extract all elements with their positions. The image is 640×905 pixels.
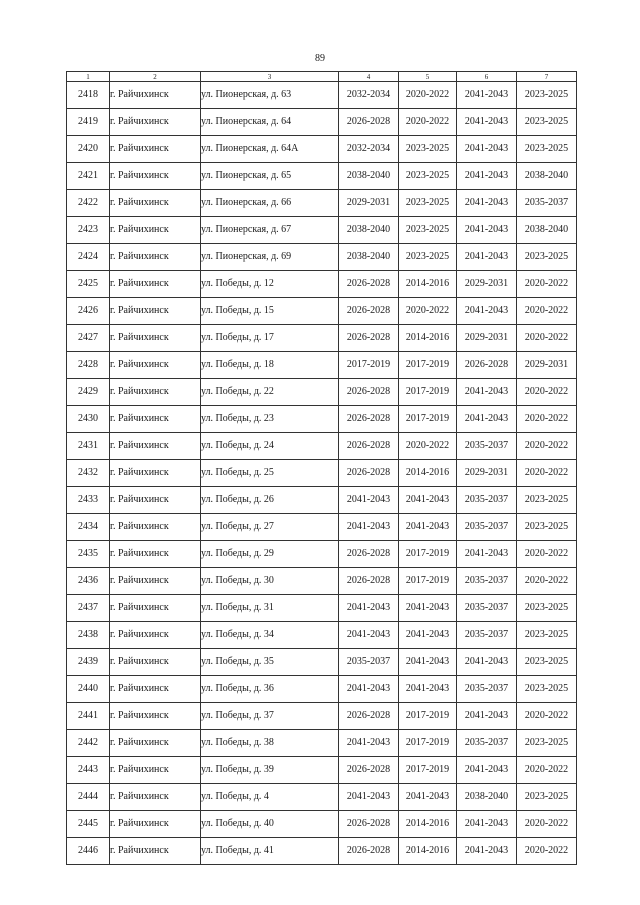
- row-number: 2444: [67, 784, 110, 811]
- address-cell: ул. Победы, д. 39: [201, 757, 339, 784]
- row-number: 2429: [67, 379, 110, 406]
- city-cell: г. Райчихинск: [110, 109, 201, 136]
- period-cell-5: 2014-2016: [399, 460, 457, 487]
- period-cell-6: 2041-2043: [457, 109, 517, 136]
- period-cell-5: 2041-2043: [399, 487, 457, 514]
- city-cell: г. Райчихинск: [110, 757, 201, 784]
- column-number: 2: [110, 72, 201, 82]
- period-cell-7: 2023-2025: [517, 244, 577, 271]
- address-cell: ул. Победы, д. 25: [201, 460, 339, 487]
- table-row: [67, 622, 577, 649]
- row-number: 2422: [67, 190, 110, 217]
- period-cell-4: 2035-2037: [339, 649, 399, 676]
- period-cell-4: 2041-2043: [339, 676, 399, 703]
- city-cell: г. Райчихинск: [110, 352, 201, 379]
- city-cell: г. Райчихинск: [110, 622, 201, 649]
- period-cell-4: 2026-2028: [339, 541, 399, 568]
- period-cell-5: 2023-2025: [399, 244, 457, 271]
- table-row: [67, 838, 577, 865]
- period-cell-5: 2041-2043: [399, 595, 457, 622]
- row-number: 2442: [67, 730, 110, 757]
- period-cell-5: 2014-2016: [399, 838, 457, 865]
- period-cell-4: 2041-2043: [339, 622, 399, 649]
- address-cell: ул. Победы, д. 34: [201, 622, 339, 649]
- table-body: [67, 82, 577, 865]
- row-number: 2432: [67, 460, 110, 487]
- table-row: [67, 784, 577, 811]
- row-number: 2441: [67, 703, 110, 730]
- address-cell: ул. Пионерская, д. 64А: [201, 136, 339, 163]
- table-row: [67, 703, 577, 730]
- period-cell-6: 2029-2031: [457, 325, 517, 352]
- city-cell: г. Райчихинск: [110, 703, 201, 730]
- table-row: [67, 487, 577, 514]
- period-cell-5: 2023-2025: [399, 136, 457, 163]
- city-cell: г. Райчихинск: [110, 541, 201, 568]
- period-cell-7: 2020-2022: [517, 298, 577, 325]
- address-cell: ул. Пионерская, д. 64: [201, 109, 339, 136]
- period-cell-5: 2023-2025: [399, 217, 457, 244]
- table-row: [67, 325, 577, 352]
- period-cell-7: 2023-2025: [517, 676, 577, 703]
- city-cell: г. Райчихинск: [110, 460, 201, 487]
- table-row: [67, 568, 577, 595]
- row-number: 2443: [67, 757, 110, 784]
- table-row: [67, 244, 577, 271]
- period-cell-7: 2038-2040: [517, 217, 577, 244]
- row-number: 2446: [67, 838, 110, 865]
- period-cell-6: 2041-2043: [457, 217, 517, 244]
- period-cell-6: 2041-2043: [457, 244, 517, 271]
- city-cell: г. Райчихинск: [110, 838, 201, 865]
- city-cell: г. Райчихинск: [110, 649, 201, 676]
- row-number: 2445: [67, 811, 110, 838]
- table-row: [67, 541, 577, 568]
- column-number-row: [67, 72, 577, 82]
- address-cell: ул. Победы, д. 18: [201, 352, 339, 379]
- table-row: [67, 757, 577, 784]
- period-cell-4: 2026-2028: [339, 568, 399, 595]
- period-cell-7: 2023-2025: [517, 109, 577, 136]
- table-row: [67, 406, 577, 433]
- address-cell: ул. Победы, д. 31: [201, 595, 339, 622]
- table-row: [67, 433, 577, 460]
- table-row: [67, 217, 577, 244]
- period-cell-5: 2017-2019: [399, 757, 457, 784]
- period-cell-6: 2026-2028: [457, 352, 517, 379]
- city-cell: г. Райчихинск: [110, 406, 201, 433]
- period-cell-6: 2041-2043: [457, 379, 517, 406]
- period-cell-5: 2017-2019: [399, 568, 457, 595]
- period-cell-6: 2041-2043: [457, 703, 517, 730]
- row-number: 2421: [67, 163, 110, 190]
- period-cell-5: 2020-2022: [399, 298, 457, 325]
- address-cell: ул. Пионерская, д. 69: [201, 244, 339, 271]
- city-cell: г. Райчихинск: [110, 244, 201, 271]
- table-row: [67, 730, 577, 757]
- period-cell-5: 2020-2022: [399, 433, 457, 460]
- period-cell-4: 2026-2028: [339, 460, 399, 487]
- address-cell: ул. Победы, д. 23: [201, 406, 339, 433]
- city-cell: г. Райчихинск: [110, 730, 201, 757]
- address-cell: ул. Победы, д. 30: [201, 568, 339, 595]
- period-cell-5: 2041-2043: [399, 514, 457, 541]
- period-cell-5: 2017-2019: [399, 730, 457, 757]
- period-cell-5: 2023-2025: [399, 190, 457, 217]
- row-number: 2420: [67, 136, 110, 163]
- table-row: [67, 649, 577, 676]
- period-cell-4: 2038-2040: [339, 244, 399, 271]
- row-number: 2418: [67, 82, 110, 109]
- period-cell-7: 2020-2022: [517, 379, 577, 406]
- row-number: 2419: [67, 109, 110, 136]
- period-cell-4: 2026-2028: [339, 703, 399, 730]
- period-cell-6: 2029-2031: [457, 460, 517, 487]
- period-cell-4: 2038-2040: [339, 217, 399, 244]
- table-row: [67, 190, 577, 217]
- period-cell-4: 2032-2034: [339, 82, 399, 109]
- period-cell-6: 2041-2043: [457, 757, 517, 784]
- period-cell-7: 2020-2022: [517, 838, 577, 865]
- period-cell-5: 2017-2019: [399, 406, 457, 433]
- period-cell-7: 2023-2025: [517, 622, 577, 649]
- period-cell-6: 2035-2037: [457, 730, 517, 757]
- period-cell-5: 2041-2043: [399, 649, 457, 676]
- row-number: 2438: [67, 622, 110, 649]
- period-cell-6: 2041-2043: [457, 298, 517, 325]
- period-cell-7: 2023-2025: [517, 595, 577, 622]
- period-cell-5: 2017-2019: [399, 379, 457, 406]
- period-cell-7: 2020-2022: [517, 460, 577, 487]
- period-cell-4: 2041-2043: [339, 514, 399, 541]
- period-cell-5: 2017-2019: [399, 352, 457, 379]
- address-cell: ул. Пионерская, д. 65: [201, 163, 339, 190]
- period-cell-4: 2026-2028: [339, 811, 399, 838]
- period-cell-4: 2026-2028: [339, 433, 399, 460]
- address-cell: ул. Победы, д. 27: [201, 514, 339, 541]
- city-cell: г. Райчихинск: [110, 217, 201, 244]
- column-number: 5: [399, 72, 457, 82]
- address-cell: ул. Победы, д. 29: [201, 541, 339, 568]
- period-cell-7: 2020-2022: [517, 325, 577, 352]
- row-number: 2431: [67, 433, 110, 460]
- period-cell-7: 2020-2022: [517, 757, 577, 784]
- period-cell-5: 2014-2016: [399, 271, 457, 298]
- period-cell-7: 2038-2040: [517, 163, 577, 190]
- table-row: [67, 514, 577, 541]
- period-cell-5: 2041-2043: [399, 622, 457, 649]
- period-cell-7: 2029-2031: [517, 352, 577, 379]
- period-cell-7: 2023-2025: [517, 730, 577, 757]
- row-number: 2430: [67, 406, 110, 433]
- period-cell-4: 2026-2028: [339, 298, 399, 325]
- row-number: 2434: [67, 514, 110, 541]
- city-cell: г. Райчихинск: [110, 136, 201, 163]
- city-cell: г. Райчихинск: [110, 784, 201, 811]
- period-cell-4: 2026-2028: [339, 271, 399, 298]
- table-row: [67, 298, 577, 325]
- row-number: 2440: [67, 676, 110, 703]
- period-cell-5: 2020-2022: [399, 109, 457, 136]
- city-cell: г. Райчихинск: [110, 163, 201, 190]
- city-cell: г. Райчихинск: [110, 298, 201, 325]
- period-cell-7: 2023-2025: [517, 514, 577, 541]
- address-cell: ул. Победы, д. 35: [201, 649, 339, 676]
- period-cell-4: 2017-2019: [339, 352, 399, 379]
- column-number: 7: [517, 72, 577, 82]
- address-cell: ул. Победы, д. 15: [201, 298, 339, 325]
- period-cell-5: 2020-2022: [399, 82, 457, 109]
- address-cell: ул. Победы, д. 36: [201, 676, 339, 703]
- housing-schedule-table: [66, 71, 577, 865]
- table-row: [67, 595, 577, 622]
- period-cell-7: 2023-2025: [517, 82, 577, 109]
- period-cell-5: 2023-2025: [399, 163, 457, 190]
- city-cell: г. Райчихинск: [110, 514, 201, 541]
- row-number: 2426: [67, 298, 110, 325]
- period-cell-7: 2035-2037: [517, 190, 577, 217]
- period-cell-4: 2038-2040: [339, 163, 399, 190]
- period-cell-6: 2041-2043: [457, 406, 517, 433]
- period-cell-4: 2026-2028: [339, 379, 399, 406]
- period-cell-6: 2041-2043: [457, 811, 517, 838]
- period-cell-6: 2041-2043: [457, 136, 517, 163]
- address-cell: ул. Победы, д. 41: [201, 838, 339, 865]
- row-number: 2436: [67, 568, 110, 595]
- period-cell-6: 2035-2037: [457, 595, 517, 622]
- row-number: 2425: [67, 271, 110, 298]
- period-cell-6: 2035-2037: [457, 568, 517, 595]
- city-cell: г. Райчихинск: [110, 379, 201, 406]
- table-row: [67, 811, 577, 838]
- address-cell: ул. Победы, д. 4: [201, 784, 339, 811]
- period-cell-6: 2041-2043: [457, 649, 517, 676]
- period-cell-7: 2020-2022: [517, 271, 577, 298]
- period-cell-7: 2023-2025: [517, 784, 577, 811]
- period-cell-4: 2029-2031: [339, 190, 399, 217]
- table-row: [67, 379, 577, 406]
- period-cell-6: 2035-2037: [457, 622, 517, 649]
- period-cell-4: 2026-2028: [339, 406, 399, 433]
- period-cell-4: 2041-2043: [339, 595, 399, 622]
- address-cell: ул. Победы, д. 38: [201, 730, 339, 757]
- period-cell-7: 2020-2022: [517, 406, 577, 433]
- city-cell: г. Райчихинск: [110, 325, 201, 352]
- period-cell-6: 2041-2043: [457, 163, 517, 190]
- period-cell-6: 2035-2037: [457, 676, 517, 703]
- address-cell: ул. Пионерская, д. 67: [201, 217, 339, 244]
- city-cell: г. Райчихинск: [110, 190, 201, 217]
- period-cell-4: 2026-2028: [339, 838, 399, 865]
- period-cell-6: 2041-2043: [457, 838, 517, 865]
- address-cell: ул. Победы, д. 37: [201, 703, 339, 730]
- city-cell: г. Райчихинск: [110, 82, 201, 109]
- period-cell-4: 2026-2028: [339, 325, 399, 352]
- city-cell: г. Райчихинск: [110, 595, 201, 622]
- row-number: 2428: [67, 352, 110, 379]
- period-cell-6: 2041-2043: [457, 190, 517, 217]
- column-number: 4: [339, 72, 399, 82]
- period-cell-7: 2020-2022: [517, 541, 577, 568]
- period-cell-6: 2038-2040: [457, 784, 517, 811]
- period-cell-4: 2026-2028: [339, 109, 399, 136]
- period-cell-5: 2041-2043: [399, 784, 457, 811]
- period-cell-4: 2041-2043: [339, 487, 399, 514]
- period-cell-5: 2014-2016: [399, 325, 457, 352]
- city-cell: г. Райчихинск: [110, 487, 201, 514]
- row-number: 2437: [67, 595, 110, 622]
- row-number: 2424: [67, 244, 110, 271]
- table-row: [67, 82, 577, 109]
- period-cell-6: 2041-2043: [457, 541, 517, 568]
- period-cell-4: 2041-2043: [339, 730, 399, 757]
- city-cell: г. Райчихинск: [110, 811, 201, 838]
- period-cell-7: 2023-2025: [517, 136, 577, 163]
- period-cell-6: 2035-2037: [457, 487, 517, 514]
- address-cell: ул. Победы, д. 12: [201, 271, 339, 298]
- table-row: [67, 352, 577, 379]
- table-row: [67, 271, 577, 298]
- row-number: 2427: [67, 325, 110, 352]
- period-cell-7: 2020-2022: [517, 568, 577, 595]
- row-number: 2433: [67, 487, 110, 514]
- city-cell: г. Райчихинск: [110, 433, 201, 460]
- page-number: 89: [315, 53, 325, 64]
- table-row: [67, 163, 577, 190]
- table-row: [67, 136, 577, 163]
- period-cell-5: 2017-2019: [399, 541, 457, 568]
- period-cell-6: 2035-2037: [457, 514, 517, 541]
- column-number: 3: [201, 72, 339, 82]
- period-cell-4: 2032-2034: [339, 136, 399, 163]
- table-row: [67, 109, 577, 136]
- period-cell-4: 2041-2043: [339, 784, 399, 811]
- table-row: [67, 676, 577, 703]
- period-cell-5: 2017-2019: [399, 703, 457, 730]
- table-row: [67, 460, 577, 487]
- period-cell-5: 2014-2016: [399, 811, 457, 838]
- address-cell: ул. Победы, д. 24: [201, 433, 339, 460]
- period-cell-6: 2041-2043: [457, 82, 517, 109]
- city-cell: г. Райчихинск: [110, 676, 201, 703]
- period-cell-7: 2020-2022: [517, 811, 577, 838]
- address-cell: ул. Победы, д. 26: [201, 487, 339, 514]
- city-cell: г. Райчихинск: [110, 568, 201, 595]
- period-cell-7: 2023-2025: [517, 649, 577, 676]
- period-cell-7: 2020-2022: [517, 703, 577, 730]
- row-number: 2439: [67, 649, 110, 676]
- address-cell: ул. Победы, д. 22: [201, 379, 339, 406]
- column-number: 6: [457, 72, 517, 82]
- column-number: 1: [67, 72, 110, 82]
- row-number: 2435: [67, 541, 110, 568]
- period-cell-6: 2029-2031: [457, 271, 517, 298]
- period-cell-6: 2035-2037: [457, 433, 517, 460]
- city-cell: г. Райчихинск: [110, 271, 201, 298]
- address-cell: ул. Победы, д. 40: [201, 811, 339, 838]
- period-cell-7: 2020-2022: [517, 433, 577, 460]
- row-number: 2423: [67, 217, 110, 244]
- period-cell-5: 2041-2043: [399, 676, 457, 703]
- address-cell: ул. Пионерская, д. 66: [201, 190, 339, 217]
- address-cell: ул. Победы, д. 17: [201, 325, 339, 352]
- address-cell: ул. Пионерская, д. 63: [201, 82, 339, 109]
- period-cell-7: 2023-2025: [517, 487, 577, 514]
- period-cell-4: 2026-2028: [339, 757, 399, 784]
